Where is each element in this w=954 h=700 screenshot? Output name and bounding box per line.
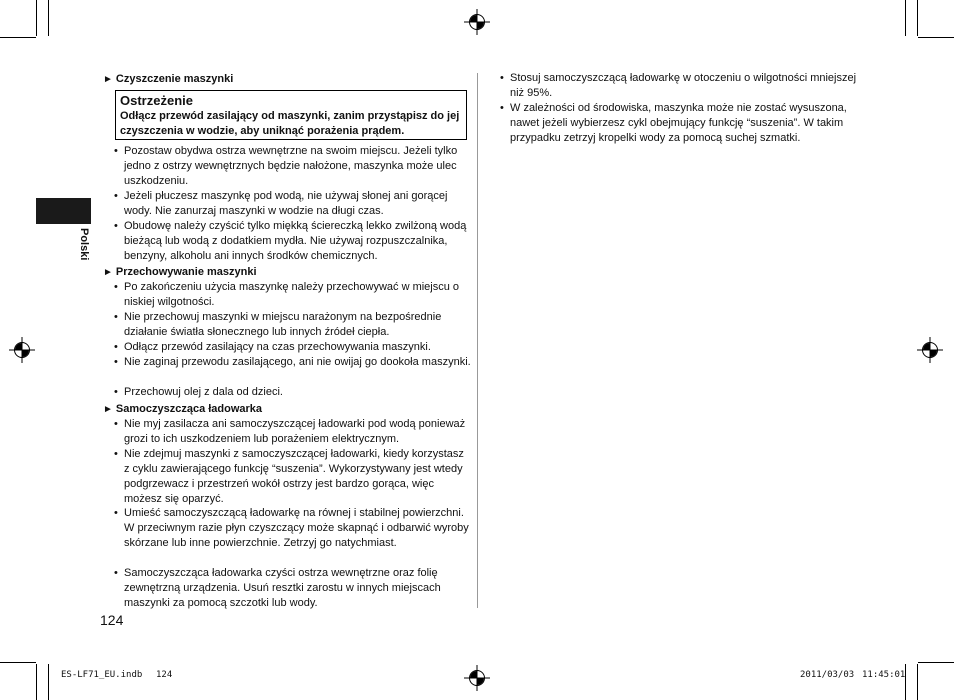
list-item-text: Przechowuj olej z dala od dzieci.	[124, 386, 283, 398]
section-heading-storage	[103, 265, 257, 280]
registration-mark-icon	[469, 14, 485, 30]
arrow-icon: ►	[103, 404, 113, 415]
list-item	[114, 219, 472, 264]
footer-time: 11:45:01	[862, 670, 906, 680]
crop-mark	[917, 0, 918, 36]
section-heading-text: Samoczyszcząca ładowarka	[115, 403, 263, 415]
list-item-text: Nie myj zasilacza ani samoczyszczącej ładowarki pod wodą ponieważ grozi to ich uszkodzeniem lub porażeniem elektrycznym.	[124, 418, 466, 445]
section-heading-text: Przechowywanie maszynki	[115, 266, 257, 278]
arrow-icon: ►	[103, 267, 113, 278]
footer-date: 2011/03/03	[800, 670, 855, 680]
list-item	[114, 144, 472, 189]
registration-mark-icon	[469, 670, 485, 686]
list-item-text: Obudowę należy czyścić tylko miękką ściereczką lekko zwilżoną wodą bieżącą lub wodą z dodatkiem mydła. Nie używaj rozpuszczalnika, benzyny, alkoholu ani innych środków chemicznych.	[124, 220, 467, 262]
crop-mark	[0, 662, 36, 663]
crop-mark	[36, 0, 37, 36]
list-item	[114, 417, 472, 447]
column-divider	[477, 73, 478, 608]
warning-box	[115, 90, 467, 140]
crop-mark	[917, 664, 918, 700]
list-item	[114, 566, 472, 611]
list-item-text: Nie przechowuj maszynki w miejscu narażonym na bezpośrednie działanie światła słonecznego lub innych źródeł ciepła.	[124, 311, 442, 338]
crop-mark	[918, 37, 954, 38]
list-item-text: Po zakończeniu użycia maszynkę należy przechowywać w miejscu o niskiej wilgotności.	[124, 281, 460, 308]
list-item	[500, 101, 860, 146]
language-label: Polski	[78, 228, 90, 261]
bullet-icon: •	[500, 72, 504, 84]
list-item-text: Nie zdejmuj maszynki z samoczyszczącej ładowarki, kiedy korzystasz z cyklu zawierającego funkcję “suszenia”. Wykorzystywany jest wtedy podgrzewacz i przestrzeń wokół ostrzy jest bardzo gorąca, więc możesz się oparzyć.	[124, 448, 464, 505]
list-item	[114, 280, 472, 310]
registration-mark-icon	[922, 342, 938, 358]
bullet-icon: •	[114, 220, 118, 232]
list-item-text: Stosuj samoczyszczącą ładowarkę w otoczeniu o wilgotności mniejszej niż 95%.	[510, 72, 857, 99]
list-item-text: W zależności od środowiska, maszynka może nie zostać wysuszona, nawet jeżeli wybierzesz cykl obejmujący funkcję “suszenia”. W takim przypadku zetrzyj kropelki wody za pomocą suchej szmatki.	[510, 102, 847, 144]
list-item	[114, 447, 472, 507]
crop-mark	[0, 37, 36, 38]
bullet-icon: •	[114, 341, 118, 353]
footer-page: 124	[156, 670, 173, 680]
crop-mark	[48, 0, 49, 36]
footer-file: ES-LF71_EU.indb	[61, 670, 143, 680]
list-item-text: Umieść samoczyszczącą ładowarkę na równej i stabilnej powierzchni. W przeciwnym razie płyn czyszczący może skapnąć i odbarwić wyroby skórzane lub inne powierzchnie. Zetrzyj go natychmiast.	[124, 507, 469, 549]
bullet-icon: •	[114, 356, 118, 368]
bullet-icon: •	[114, 418, 118, 430]
bullet-icon: •	[114, 567, 118, 579]
list-item	[114, 355, 472, 370]
list-item	[114, 506, 472, 551]
section-heading-cleaning	[103, 72, 233, 87]
section-heading-text: Czyszczenie maszynki	[115, 73, 234, 85]
language-tab	[36, 198, 91, 224]
list-item-text: Odłącz przewód zasilający na czas przechowywania maszynki.	[124, 341, 431, 353]
section-heading-charger	[103, 402, 262, 417]
list-item-text: Nie zaginaj przewodu zasilającego, ani nie owijaj go dookoła maszynki.	[124, 356, 471, 368]
list-item	[114, 310, 472, 340]
crop-mark	[36, 664, 37, 700]
page-number: 124	[100, 612, 124, 628]
bullet-icon: •	[114, 386, 118, 398]
warning-body: Odłącz przewód zasilający od maszynki, zanim przystąpisz do jej czyszczenia w wodzie, aby uniknąć porażenia prądem.	[120, 110, 460, 137]
registration-mark-icon	[14, 342, 30, 358]
bullet-icon: •	[114, 448, 118, 460]
warning-title: Ostrzeżenie	[120, 93, 193, 108]
list-item	[114, 385, 472, 400]
bullet-icon: •	[114, 281, 118, 293]
list-item	[114, 189, 472, 219]
list-item-text: Samoczyszcząca ładowarka czyści ostrza wewnętrzne oraz folię zewnętrzną urządzenia. Usuń resztki zarostu w innych miejscach maszynki za pomocą szczotki lub wody.	[124, 567, 441, 609]
bullet-icon: •	[114, 507, 118, 519]
arrow-icon: ►	[103, 74, 113, 85]
crop-mark	[905, 0, 906, 36]
list-item	[500, 71, 860, 101]
bullet-icon: •	[500, 102, 504, 114]
bullet-icon: •	[114, 145, 118, 157]
bullet-icon: •	[114, 311, 118, 323]
crop-mark	[48, 664, 49, 700]
list-item-text: Pozostaw obydwa ostrza wewnętrzne na swoim miejscu. Jeżeli tylko jedno z ostrzy wewnętrznych będzie nałożone, maszynka może ulec uszkodzeniu.	[124, 145, 458, 187]
crop-mark	[918, 662, 954, 663]
bullet-icon: •	[114, 190, 118, 202]
list-item	[114, 340, 472, 355]
list-item-text: Jeżeli płuczesz maszynkę pod wodą, nie używaj słonej ani gorącej wody. Nie zanurzaj maszynki w wodzie na długi czas.	[124, 190, 448, 217]
